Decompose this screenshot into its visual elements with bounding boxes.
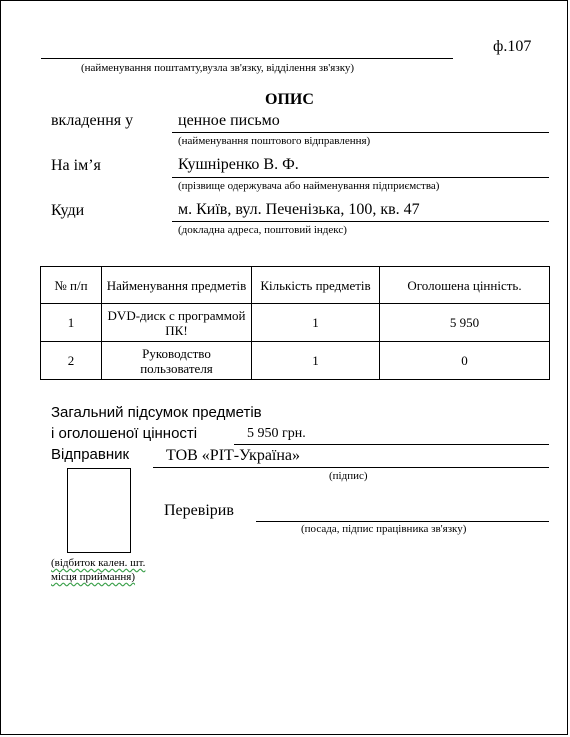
sender-value: ТОВ «РІТ-Україна» (166, 447, 301, 464)
header-name: Найменування предметів (102, 267, 252, 304)
checked-label: Перевірив (164, 502, 234, 519)
destination-caption: (докладна адреса, поштовий індекс) (178, 224, 347, 236)
summary-total-line (234, 444, 549, 445)
addressee-line (172, 177, 549, 178)
cell-quantity: 1 (252, 304, 380, 342)
addressee-caption: (прізвище одержувача або найменування підприємства) (178, 180, 440, 192)
destination-label: Куди (51, 202, 85, 219)
cell-name: DVD-диск с программой ПК! (102, 304, 252, 342)
attachment-caption: (найменування поштового відправлення) (178, 135, 371, 147)
summary-line-1: Загальний підсумок предметів (51, 404, 262, 421)
sender-caption: (підпис) (329, 470, 368, 482)
cell-number: 2 (41, 342, 102, 380)
header-number: № п/п (41, 267, 102, 304)
table-row (41, 342, 550, 380)
sender-label: Відправник (51, 446, 130, 463)
summary-total: 5 950 грн. (247, 426, 306, 441)
sender-line (153, 467, 549, 468)
post-office-caption: (найменування поштамту,вузла зв'язку, відділення зв'язку) (81, 62, 355, 74)
document-title: ОПИС (265, 91, 314, 108)
table-header-row (41, 267, 550, 304)
stamp-box (67, 468, 131, 553)
header-quantity: Кількість предметів (252, 267, 380, 304)
stamp-caption-line-2: місця приймання) (51, 571, 136, 583)
checked-caption: (посада, підпис працівника зв'язку) (301, 523, 467, 535)
summary-line-2: і оголошеної цінності (51, 425, 198, 442)
checked-line (256, 521, 549, 522)
table-row (41, 304, 550, 342)
cell-number: 1 (41, 304, 102, 342)
addressee-value: Кушніренко В. Ф. (178, 156, 299, 173)
cell-quantity: 1 (252, 342, 380, 380)
destination-value: м. Київ, вул. Печенізька, 100, кв. 47 (178, 201, 420, 218)
post-office-line (41, 58, 453, 59)
header-value: Оголошена цінність. (380, 267, 550, 304)
cell-name: Руководство пользователя (102, 342, 252, 380)
attachment-line (172, 132, 549, 133)
items-table (40, 266, 550, 380)
cell-value: 0 (380, 342, 550, 380)
attachment-value: ценное письмо (178, 112, 280, 129)
cell-value: 5 950 (380, 304, 550, 342)
destination-line (172, 221, 549, 222)
stamp-caption-line-1: (відбиток кален. шт. (51, 557, 146, 569)
form-number: ф.107 (493, 38, 532, 55)
attachment-label: вкладення у (51, 112, 134, 129)
addressee-label: На ім’я (51, 157, 101, 174)
